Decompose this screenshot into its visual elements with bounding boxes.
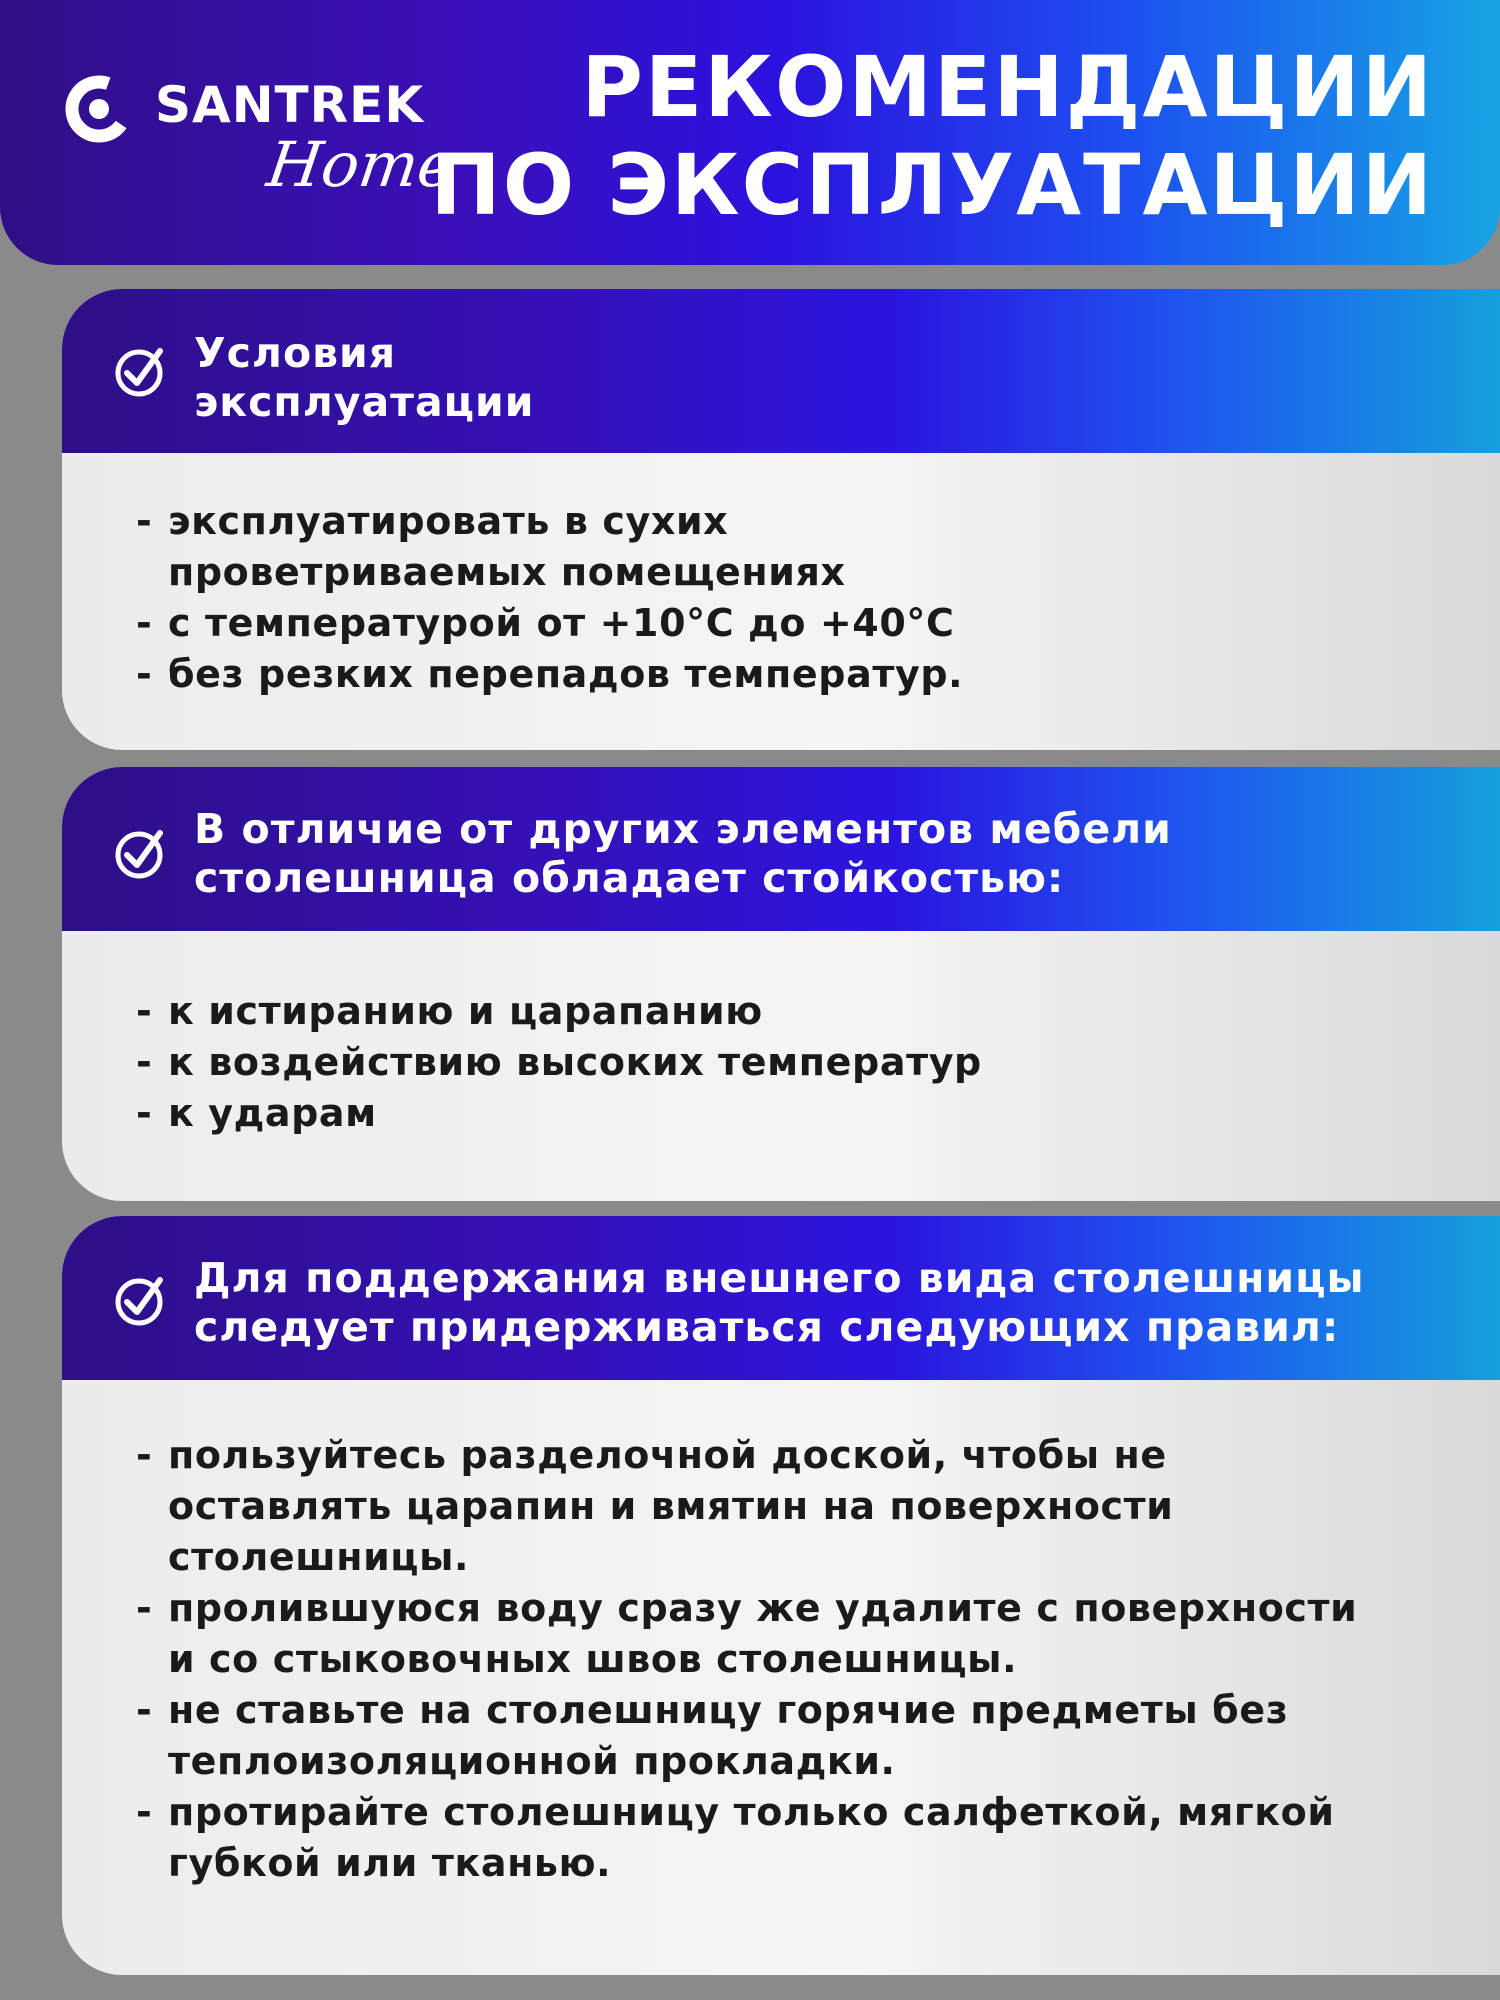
card-body: [62, 1380, 1500, 1889]
card-header: [62, 767, 1500, 931]
list-item: - без резких перепадов температур.: [136, 649, 1500, 700]
list-item-text: оставлять царапин и вмятин на поверхности: [168, 1484, 1174, 1528]
card-title-line: столешница обладает стойкостью:: [194, 854, 1065, 902]
list-item: - пользуйтесь разделочной доской, чтобы не оставлять царапин и вмятин на поверхности столешницы.: [136, 1430, 1500, 1583]
list-item-text: протирайте столешницу только салфеткой, мягкой: [168, 1790, 1335, 1834]
santrek-logo-icon: [62, 72, 136, 146]
list-item: - к истиранию и царапанию: [136, 986, 1500, 1037]
check-circle-icon: [112, 343, 168, 399]
list-item-text: к истиранию и царапанию: [168, 989, 763, 1033]
list-item-text: и со стыковочных швов столешницы.: [168, 1637, 1018, 1681]
page-title-line: РЕКОМЕНДАЦИИ: [581, 38, 1434, 136]
list-item: - эксплуатировать в сухих проветриваемых помещениях: [136, 496, 1500, 598]
list-item: - к воздействию высоких температур: [136, 1037, 1500, 1088]
list-item-text: к ударам: [168, 1091, 377, 1135]
card-title: [194, 805, 1172, 903]
check-circle-icon: [112, 1272, 168, 1328]
list-item-text: пользуйтесь разделочной доской, чтобы не: [168, 1433, 1167, 1477]
card-body: [62, 453, 1500, 700]
list-item-text: пролившуюся воду сразу же удалите с поверхности: [168, 1586, 1358, 1630]
card-title-line: В отличие от других элементов мебели: [194, 805, 1172, 853]
card-care-rules: [62, 1216, 1500, 1975]
list-item: - пролившуюся воду сразу же удалите с поверхности и со стыковочных швов столешницы.: [136, 1583, 1500, 1685]
card-title-line: эксплуатации: [194, 378, 535, 426]
list-item-text: к воздействию высоких температур: [168, 1040, 982, 1084]
card-title-line: следует придерживаться следующих правил:: [194, 1303, 1340, 1351]
page-title-line: ПО ЭКСПЛУАТАЦИИ: [430, 136, 1434, 234]
list-item-text: без резких перепадов температур.: [168, 652, 964, 696]
list-item-text: с температурой от +10°C до +40°C: [168, 601, 955, 645]
list-item-text: столешницы.: [168, 1535, 470, 1579]
card-resistance: [62, 767, 1500, 1201]
card-title-line: Для поддержания внешнего вида столешницы: [194, 1254, 1365, 1302]
list-item-text: теплоизоляционной прокладки.: [168, 1739, 896, 1783]
list-item-text: губкой или тканью.: [168, 1841, 612, 1885]
list-item: - протирайте столешницу только салфеткой, мягкой губкой или тканью.: [136, 1787, 1500, 1889]
card-body: [62, 931, 1500, 1139]
list-item-text: проветриваемых помещениях: [168, 550, 846, 594]
card-operating-conditions: [62, 289, 1500, 750]
card-header: [62, 289, 1500, 453]
logo-brand-text: SANTREK: [155, 76, 425, 134]
list-item-text: не ставьте на столешницу горячие предметы без: [168, 1688, 1289, 1732]
page-title: [430, 38, 1434, 234]
logo-sub-text: Home: [262, 128, 461, 201]
card-title-line: Условия: [194, 329, 397, 377]
list-item: - к ударам: [136, 1088, 1500, 1139]
list-item-text: эксплуатировать в сухих: [168, 499, 729, 543]
card-title: [194, 1254, 1365, 1352]
check-circle-icon: [112, 825, 168, 881]
list-item: - с температурой от +10°C до +40°C: [136, 598, 1500, 649]
card-header: [62, 1216, 1500, 1380]
header-banner: [0, 0, 1500, 265]
card-title: [194, 329, 534, 427]
list-item: - не ставьте на столешницу горячие предметы без теплоизоляционной прокладки.: [136, 1685, 1500, 1787]
